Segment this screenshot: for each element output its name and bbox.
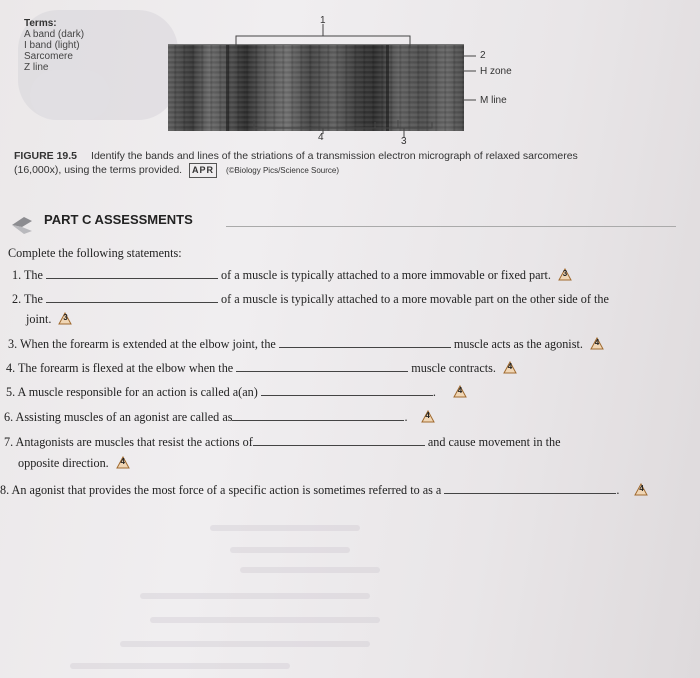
- statement-pre: An agonist that provides the most force of a specific action is sometimes referred to as a: [11, 483, 442, 497]
- apr-badge: APR: [189, 163, 217, 178]
- statement-pre: The: [23, 292, 43, 306]
- statement-post: and cause movement in the: [427, 435, 561, 449]
- figure-leader-lines: [0, 0, 700, 150]
- statement-7: [4, 435, 561, 450]
- statement-post: muscle contracts.: [411, 361, 496, 375]
- statement-post: of a muscle is typically attached to a more movable part on the other side of the: [221, 292, 609, 306]
- statement-number: 6.: [4, 410, 14, 424]
- answer-blank[interactable]: [46, 268, 218, 279]
- figure-number: FIGURE 19.5: [14, 150, 78, 162]
- bracket-1: [236, 36, 410, 48]
- term-z-line: Z line: [24, 62, 49, 73]
- section-title: PART C ASSESSMENTS: [44, 212, 193, 227]
- instructions: Complete the following statements:: [8, 246, 182, 260]
- statement-7-continued: [18, 456, 130, 471]
- term-sarcomere: Sarcomere: [24, 51, 73, 62]
- statement-number: 8.: [0, 483, 10, 497]
- answer-blank[interactable]: [236, 361, 408, 372]
- statement-number: 4.: [6, 361, 16, 375]
- statement-number: 7.: [4, 435, 14, 449]
- term-a-band: A band (dark): [24, 29, 85, 40]
- statement-2: [12, 292, 609, 307]
- assessment-badge-icon: 3: [558, 268, 572, 281]
- bracket-4: [254, 120, 398, 128]
- statement-post: muscle acts as the agonist.: [453, 337, 583, 351]
- bracket-3: [375, 122, 432, 128]
- statement-pre: A muscle responsible for an action is called a(an): [17, 385, 258, 399]
- statement-6: [4, 410, 435, 425]
- statement-pre: Antagonists are muscles that resist the actions of: [15, 435, 253, 449]
- section-rule: [226, 226, 676, 227]
- caption-line-2: (16,000x), using the terms provided.: [14, 164, 183, 176]
- label-m-line: M line: [480, 95, 507, 106]
- statement-8: [0, 483, 648, 498]
- label-h-zone: H zone: [480, 66, 512, 77]
- statement-post: .: [432, 385, 436, 399]
- chevron-icon: [10, 215, 34, 235]
- label-3: 3: [401, 136, 407, 147]
- statement-post: .: [616, 483, 620, 497]
- figure-caption: [14, 150, 684, 178]
- assessment-badge-icon: 4: [503, 361, 517, 374]
- label-2: 2: [480, 50, 486, 61]
- statement-pre: Assisting muscles of an agonist are called as: [15, 410, 233, 424]
- answer-blank[interactable]: [261, 385, 433, 396]
- statement-5: [6, 385, 467, 400]
- assessment-badge-icon: 3: [58, 312, 72, 325]
- statement-pre: The forearm is flexed at the elbow when the: [17, 361, 234, 375]
- statement-4: [6, 361, 517, 376]
- assessment-badge-icon: 4: [590, 337, 604, 350]
- term-i-band: I band (light): [24, 40, 80, 51]
- assessment-badge-icon: 4: [116, 456, 130, 469]
- assessment-badge-icon: 4: [634, 483, 648, 496]
- statement-continuation: opposite direction.: [18, 456, 109, 470]
- statement-number: 2.: [12, 292, 22, 306]
- statement-post: .: [404, 410, 408, 424]
- statement-post: of a muscle is typically attached to a more immovable or fixed part.: [221, 268, 551, 282]
- statement-1: [12, 268, 572, 283]
- statement-pre: The: [23, 268, 43, 282]
- assessment-badge-icon: 4: [421, 410, 435, 423]
- statement-2-continued: [26, 312, 72, 327]
- answer-blank[interactable]: [232, 410, 404, 421]
- image-source: (©Biology Pics/Science Source): [225, 166, 340, 175]
- statement-number: 1.: [12, 268, 22, 282]
- label-1: 1: [320, 15, 326, 26]
- answer-blank[interactable]: [46, 292, 218, 303]
- statement-number: 5.: [6, 385, 16, 399]
- statement-3: [8, 337, 604, 352]
- label-4: 4: [318, 132, 324, 143]
- show-through-texture: [0, 505, 700, 678]
- answer-blank[interactable]: [253, 435, 425, 446]
- answer-blank[interactable]: [444, 483, 616, 494]
- statement-pre: When the forearm is extended at the elbow joint, the: [19, 337, 276, 351]
- assessment-badge-icon: 4: [453, 385, 467, 398]
- answer-blank[interactable]: [279, 337, 451, 348]
- terms-heading: Terms:: [24, 18, 57, 29]
- caption-line-1: Identify the bands and lines of the striations of a transmission electron micrograph of relaxed sarcomeres: [91, 150, 578, 162]
- statement-number: 3.: [8, 337, 18, 351]
- statement-continuation: joint.: [26, 312, 52, 326]
